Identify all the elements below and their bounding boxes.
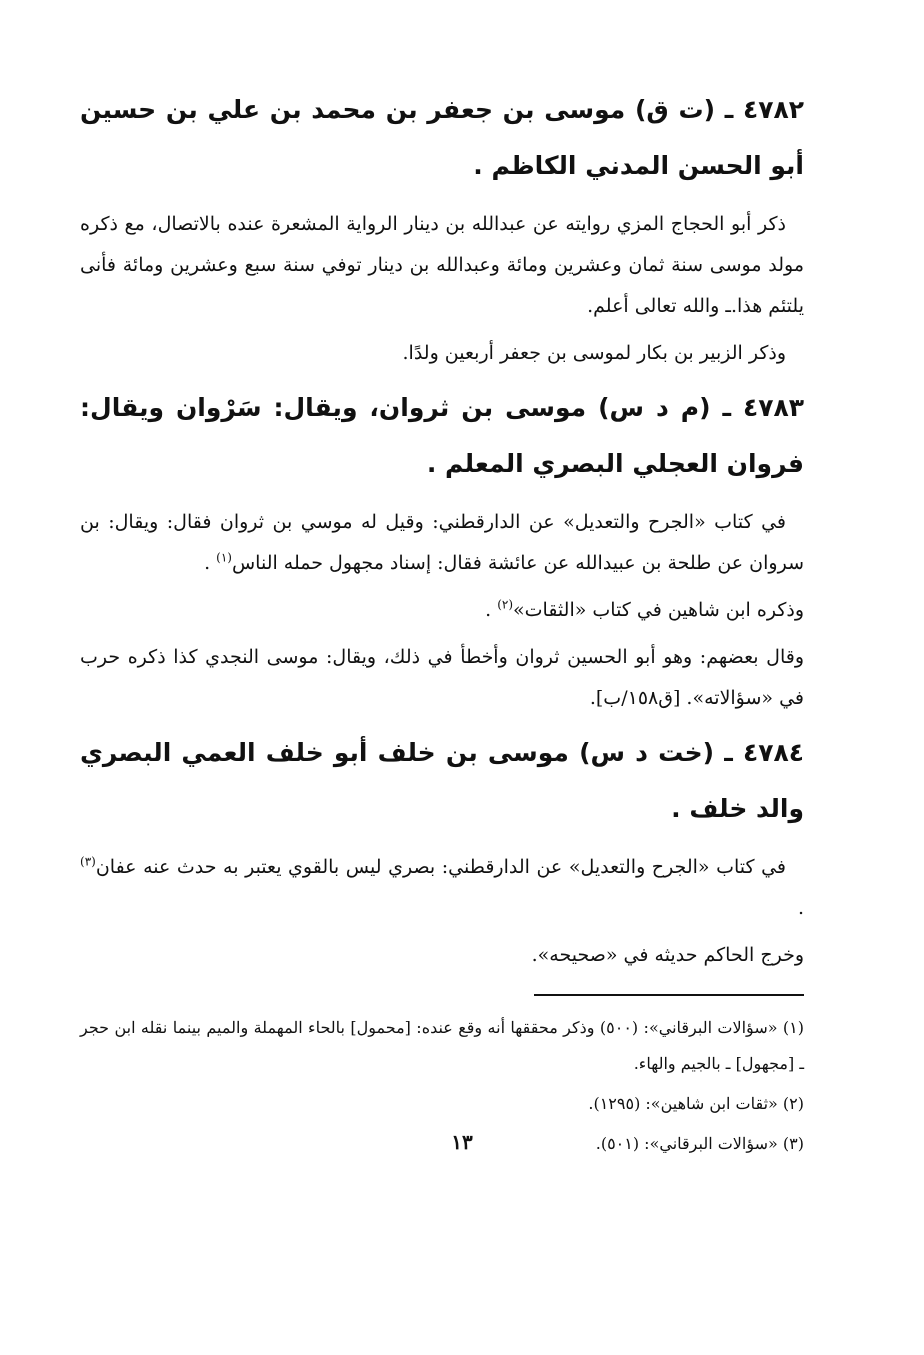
- footnote-marker: (٢): [497, 597, 514, 612]
- entry-paragraph: [80, 847, 804, 929]
- paragraph-text: في كتاب «الجرح والتعديل» عن الدارقطني: وقيل له موسي بن ثروان فقال: ويقال: بن سروان عن طلحة بن عبيدالله عن عائشة فقال: إسناد مجهول حمله الناس: [80, 511, 804, 574]
- page-body: [80, 82, 804, 1355]
- footnote-marker: (٣): [80, 854, 96, 869]
- footnote-marker: (١): [216, 550, 232, 565]
- entry-paragraph: وذكر الزبير بن بكار لموسى بن جعفر أربعين ولدًا.: [402, 342, 786, 364]
- footnote-item: (٢) «ثقات ابن شاهين»: (١٢٩٥).: [588, 1094, 804, 1113]
- entry-title: ٤٧٨٣ ـ (م د س) موسى بن ثروان، ويقال: سَرْوان ويقال: فروان العجلي البصري المعلم .: [80, 393, 804, 478]
- paragraph-end: .: [204, 552, 217, 574]
- entry-4784: [80, 725, 804, 976]
- footnote-item: (٣) «سؤالات البرقاني»: (٥٠١).: [595, 1134, 804, 1153]
- entry-paragraph: وخرج الحاكم حديثه في «صحيحه».: [531, 944, 804, 966]
- paragraph-text: في كتاب «الجرح والتعديل» عن الدارقطني: بصري ليس بالقوي يعتبر به حدث عنه عفان: [95, 856, 787, 878]
- entry-paragraph: [80, 502, 804, 584]
- paragraph-end: .: [485, 599, 498, 621]
- entry-4782: [80, 82, 804, 374]
- paragraph-text: وذكره ابن شاهين في كتاب «الثقات»: [513, 599, 804, 621]
- footnote-item: (١) «سؤالات البرقاني»: (٥٠٠) وذكر محققها أنه وقع عنده: [محمول] بالحاء المهملة والميم بينما نقله ابن حجر ـ [مجهول] ـ بالجيم والهاء.: [80, 1018, 805, 1073]
- entry-4783: [80, 380, 804, 719]
- entry-paragraph: ذكر أبو الحجاج المزي روايته عن عبدالله بن دينار الرواية المشعرة عنده بالاتصال، مع ذكره مولد موسى سنة ثمان وعشرين ومائة وعبدالله بن دينار توفي سنة سبع وعشرين ومائة فأنى يلتئم هذا.ـ والله تعالى أعلم.: [80, 213, 804, 317]
- page-number: ١٣: [451, 1130, 473, 1154]
- paragraph-end: .: [797, 897, 804, 919]
- entry-paragraph: وقال بعضهم: وهو أبو الحسين ثروان وأخطأ في ذلك، ويقال: موسى النجدي كذا ذكره حرب في «سؤالاته». [ق١٥٨/ب].: [80, 646, 804, 709]
- entry-paragraph: [80, 590, 804, 631]
- entry-title: ٤٧٨٢ ـ (ت ق) موسى بن جعفر بن محمد بن علي بن حسين أبو الحسن المدني الكاظم .: [80, 95, 804, 180]
- footnote-divider: [534, 994, 804, 996]
- entry-title: ٤٧٨٤ ـ (خت د س) موسى بن خلف أبو خلف العمي البصري والد خلف .: [80, 738, 804, 823]
